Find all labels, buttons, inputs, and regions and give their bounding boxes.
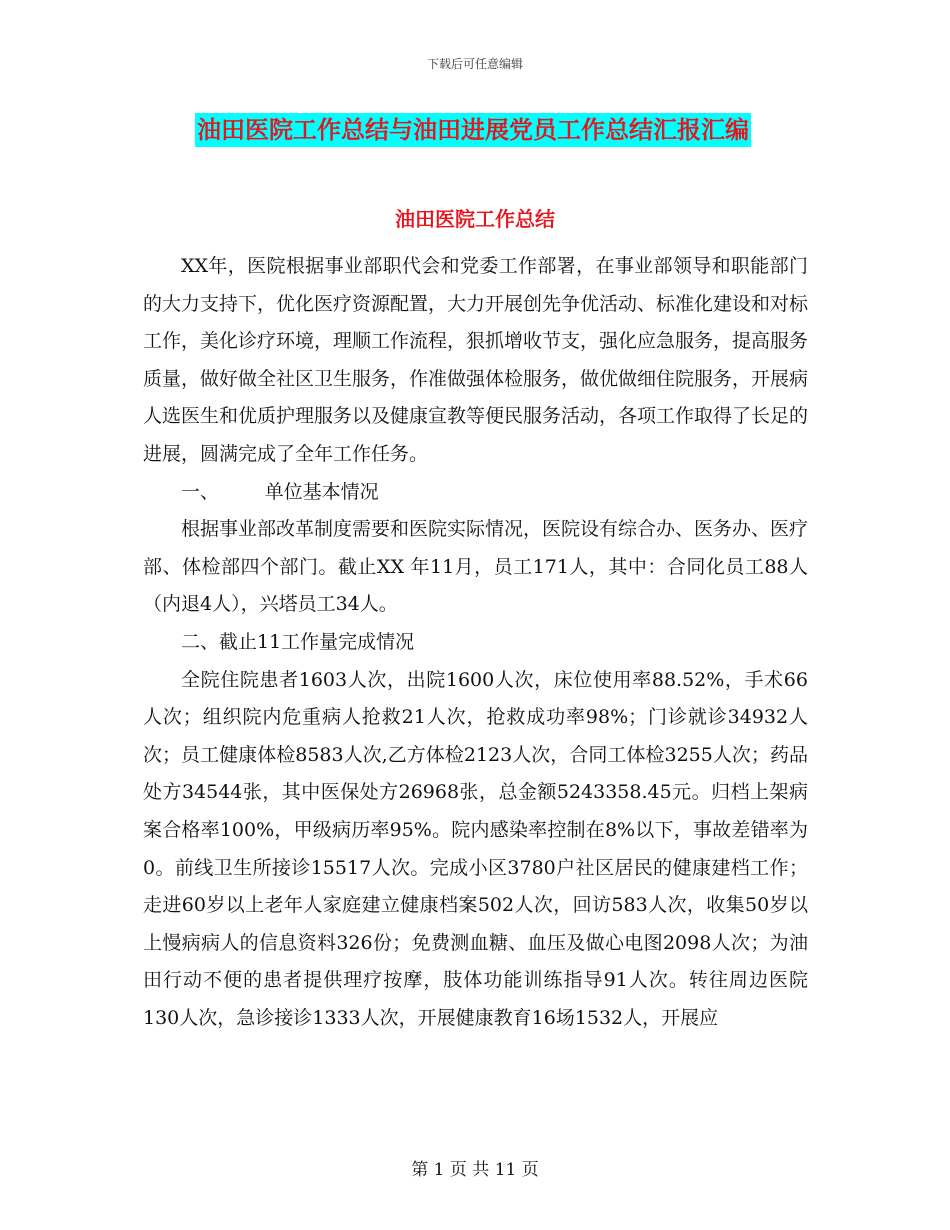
paragraph-intro: XX年，医院根据事业部职代会和党委工作部署，在事业部领导和职能部门的大力支持下，优化医疗资源配置，大力开展创先争优活动、标准化建设和对标工作，美化诊疗环境，理顺工作流程，狠抓增收节支，强化应急服务，提高服务质量，做好做全社区卫生服务，作准做强体检服务，做优做细住院服务，开展病人选医生和优质护理服务以及健康宣教等便民服务活动，各项工作取得了长足的进展，圆满完成了全年工作任务。 bbox=[143, 255, 809, 465]
section-title: 油田医院工作总结 bbox=[395, 207, 555, 231]
heading-unit-overview: 一、 单位基本情况 bbox=[181, 480, 379, 503]
page-footer: 第 1 页 共 11 页 bbox=[411, 1160, 539, 1180]
paragraph-unit-overview: 根据事业部改革制度需要和医院实际情况，医院设有综合办、医务办、医疗部、体检部四个部门。截止XX 年11月，员工171人，其中：合同化员工88人（内退4人），兴塔员工34人。 bbox=[143, 518, 809, 616]
document-title: 油田医院工作总结与油田进展党员工作总结汇报汇编 bbox=[195, 113, 751, 147]
document-body bbox=[143, 248, 808, 1037]
heading-workload: 二、截止11工作量完成情况 bbox=[181, 630, 415, 653]
page-header-note: 下载后可任意编辑 bbox=[426, 57, 523, 71]
paragraph-workload: 全院住院患者1603人次，出院1600人次，床位使用率88.52%，手术66人次；组织院内危重病人抢救21人次，抢救成功率98%；门诊就诊34932人次；员工健康体检8583人次,乙方体检2123人次，合同工体检3255人次；药品处方34544张，其中医保处方26968张，总金额5243358.45元。归档上架病案合格率100%，甲级病历率95%。院内感染率控制在8%以下，事故差错率为0。前线卫生所接诊15517人次。完成小区3780户社区居民的健康建档工作；走进60岁以上老年人家庭建立健康档案502人次，回访583人次，收集50岁以上慢病病人的信息资料326份；免费测血糖、血压及做心电图2098人次；为油田行动不便的患者提供理疗按摩，肢体功能训练指导91人次。转往周边医院130人次，急诊接诊1333人次，开展健康教育16场1532人，开展应 bbox=[143, 668, 808, 1029]
